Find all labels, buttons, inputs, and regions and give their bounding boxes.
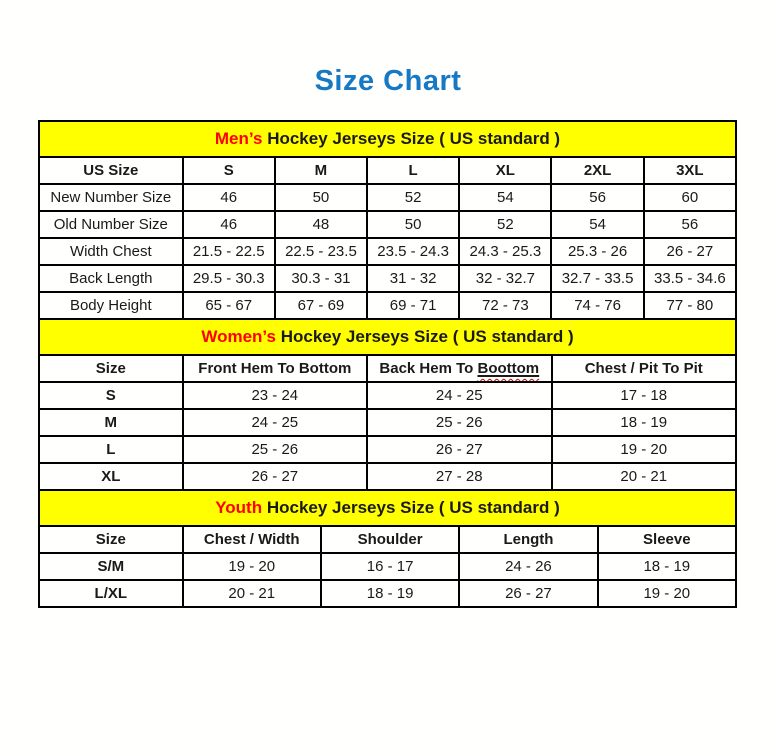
mens-table-body <box>39 184 736 319</box>
size-value-cell: 20 - 21 <box>183 580 321 607</box>
size-value-cell: 18 - 19 <box>552 409 736 436</box>
column-header: M <box>275 157 367 184</box>
size-value-cell: 19 - 20 <box>598 580 736 607</box>
mens-banner-cell <box>39 121 736 157</box>
womens-table-header-row <box>39 355 736 382</box>
size-value-cell: 31 - 32 <box>367 265 459 292</box>
size-value-cell: 48 <box>275 211 367 238</box>
size-value-cell: 77 - 80 <box>644 292 736 319</box>
size-value-cell: 52 <box>459 211 551 238</box>
size-value-cell: 19 - 20 <box>552 436 736 463</box>
row-label: Back Length <box>39 265 183 292</box>
column-header: Size <box>39 526 183 553</box>
size-value-cell: 26 - 27 <box>644 238 736 265</box>
column-header: 2XL <box>551 157 643 184</box>
mens-banner-text: Hockey Jerseys Size ( US standard ) <box>267 129 561 148</box>
page-title: Size Chart <box>314 65 462 97</box>
size-value-cell: 17 - 18 <box>552 382 736 409</box>
mens-table-banner <box>39 121 736 157</box>
row-label: XL <box>39 463 183 490</box>
table-row <box>39 265 736 292</box>
spellcheck-squiggle <box>478 360 540 377</box>
column-header: Size <box>39 355 183 382</box>
size-value-cell: 27 - 28 <box>367 463 551 490</box>
column-header: US Size <box>39 157 183 184</box>
womens-banner-text: Hockey Jerseys Size ( US standard ) <box>280 327 574 346</box>
back-hem-prefix: Back Hem To <box>379 360 474 377</box>
column-header: Front Hem To Bottom <box>183 355 367 382</box>
size-value-cell: 21.5 - 22.5 <box>183 238 275 265</box>
size-value-cell: 18 - 19 <box>598 553 736 580</box>
size-value-cell: 32.7 - 33.5 <box>551 265 643 292</box>
row-label: Old Number Size <box>39 211 183 238</box>
table-row <box>39 292 736 319</box>
womens-table-banner <box>39 319 736 355</box>
size-value-cell: 25 - 26 <box>183 436 367 463</box>
column-header: 3XL <box>644 157 736 184</box>
size-value-cell: 54 <box>459 184 551 211</box>
youth-banner-cell <box>39 490 736 526</box>
size-value-cell: 29.5 - 30.3 <box>183 265 275 292</box>
womens-table-body <box>39 382 736 490</box>
row-label: Body Height <box>39 292 183 319</box>
table-row <box>39 580 736 607</box>
youth-table-banner <box>39 490 736 526</box>
size-value-cell: 18 - 19 <box>321 580 459 607</box>
size-value-cell: 46 <box>183 184 275 211</box>
size-value-cell: 26 - 27 <box>459 580 597 607</box>
table-row <box>39 382 736 409</box>
column-header-misspelled <box>367 355 551 382</box>
column-header: Length <box>459 526 597 553</box>
column-header: Sleeve <box>598 526 736 553</box>
mens-banner-highlight: Men’s <box>214 129 263 148</box>
size-value-cell: 23 - 24 <box>183 382 367 409</box>
youth-table-body <box>39 553 736 607</box>
womens-banner-highlight: Women’s <box>201 327 276 346</box>
column-header: Chest / Pit To Pit <box>552 355 736 382</box>
womens-size-table <box>38 318 737 491</box>
size-chart-tables <box>38 120 737 608</box>
column-header: L <box>367 157 459 184</box>
size-value-cell: 46 <box>183 211 275 238</box>
youth-table-header-row <box>39 526 736 553</box>
row-label: L/XL <box>39 580 183 607</box>
size-value-cell: 74 - 76 <box>551 292 643 319</box>
size-value-cell: 60 <box>644 184 736 211</box>
table-row <box>39 184 736 211</box>
size-value-cell: 30.3 - 31 <box>275 265 367 292</box>
size-value-cell: 19 - 20 <box>183 553 321 580</box>
misspelled-word: Boottom <box>477 360 540 377</box>
size-value-cell: 56 <box>551 184 643 211</box>
size-value-cell: 20 - 21 <box>552 463 736 490</box>
row-label: Width Chest <box>39 238 183 265</box>
size-value-cell: 72 - 73 <box>459 292 551 319</box>
size-value-cell: 65 - 67 <box>183 292 275 319</box>
column-header: Shoulder <box>321 526 459 553</box>
size-value-cell: 24 - 25 <box>367 382 551 409</box>
column-header: Chest / Width <box>183 526 321 553</box>
size-chart-page <box>0 64 776 608</box>
size-value-cell: 50 <box>275 184 367 211</box>
size-value-cell: 67 - 69 <box>275 292 367 319</box>
size-value-cell: 25.3 - 26 <box>551 238 643 265</box>
table-row <box>39 463 736 490</box>
size-value-cell: 22.5 - 23.5 <box>275 238 367 265</box>
size-value-cell: 26 - 27 <box>183 463 367 490</box>
womens-banner-cell <box>39 319 736 355</box>
size-value-cell: 54 <box>551 211 643 238</box>
mens-table-header-row <box>39 157 736 184</box>
size-value-cell: 23.5 - 24.3 <box>367 238 459 265</box>
row-label: L <box>39 436 183 463</box>
column-header: S <box>183 157 275 184</box>
mens-size-table <box>38 120 737 320</box>
youth-banner-text: Hockey Jerseys Size ( US standard ) <box>266 498 560 517</box>
size-value-cell: 32 - 32.7 <box>459 265 551 292</box>
table-row <box>39 211 736 238</box>
row-label: S/M <box>39 553 183 580</box>
size-value-cell: 56 <box>644 211 736 238</box>
table-row <box>39 409 736 436</box>
size-value-cell: 26 - 27 <box>367 436 551 463</box>
youth-banner-highlight: Youth <box>215 498 263 517</box>
size-value-cell: 24 - 26 <box>459 553 597 580</box>
row-label: M <box>39 409 183 436</box>
size-value-cell: 52 <box>367 184 459 211</box>
size-value-cell: 25 - 26 <box>367 409 551 436</box>
column-header: XL <box>459 157 551 184</box>
youth-size-table <box>38 489 737 608</box>
row-label: S <box>39 382 183 409</box>
size-value-cell: 24 - 25 <box>183 409 367 436</box>
size-value-cell: 24.3 - 25.3 <box>459 238 551 265</box>
size-value-cell: 16 - 17 <box>321 553 459 580</box>
row-label: New Number Size <box>39 184 183 211</box>
table-row <box>39 436 736 463</box>
size-value-cell: 50 <box>367 211 459 238</box>
size-value-cell: 33.5 - 34.6 <box>644 265 736 292</box>
size-value-cell: 69 - 71 <box>367 292 459 319</box>
table-row <box>39 238 736 265</box>
table-row <box>39 553 736 580</box>
